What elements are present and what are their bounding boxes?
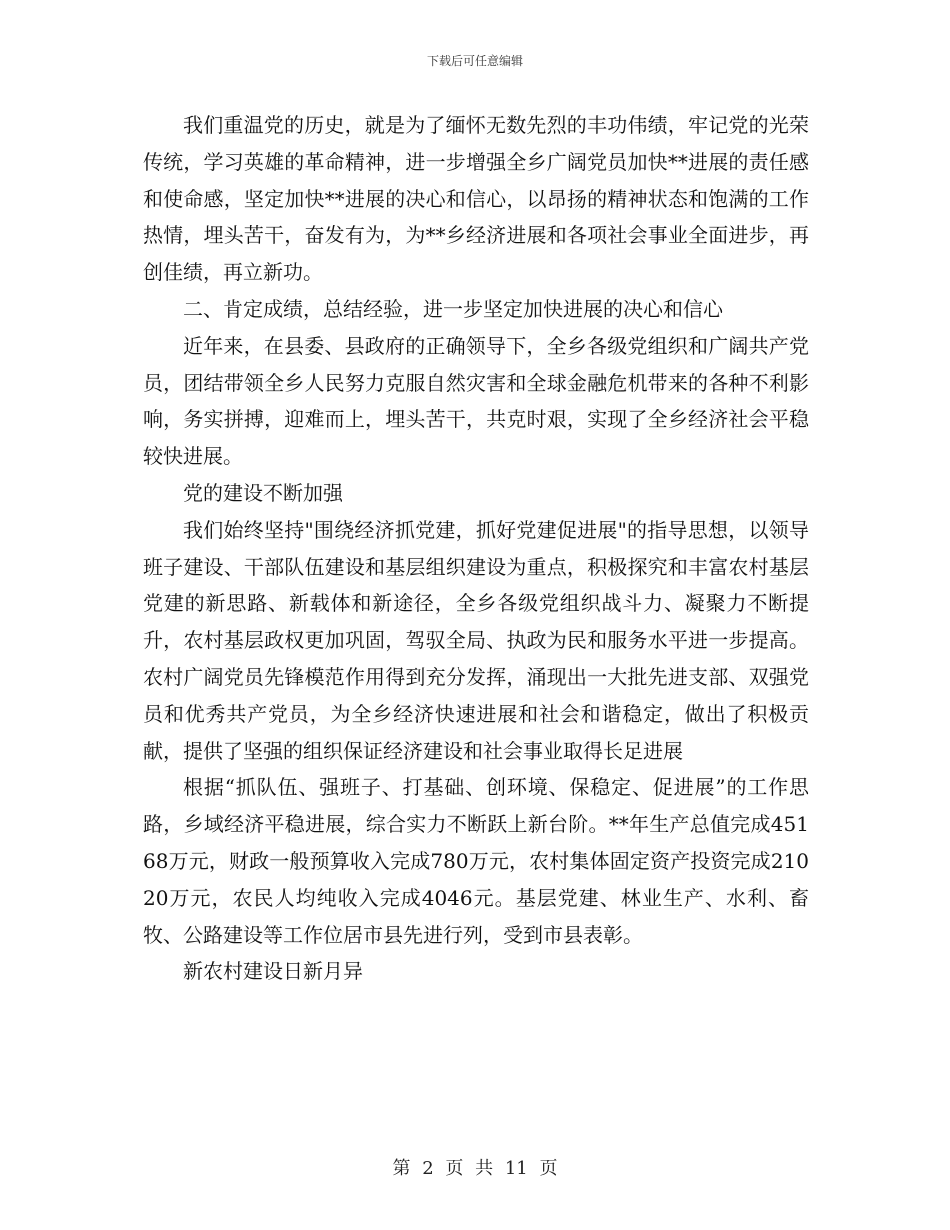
subheading-new-countryside: 新农村建设日新月异: [183, 959, 363, 984]
paragraph-party-building: 我们始终坚持"围绕经济抓党建，抓好党建促进展"的指导思想，以领导班子建设、干部队伍建设和基层组织建设为重点，积极探究和丰富农村基层党建的新思路、新载体和新途径，全乡各级党组织战斗力、凝聚力不断提升，农村基层政权更加巩固，驾驭全局、执政为民和服务水平进一步提高。农村广阔党员先锋模范作用得到充分发挥，涌现出一大批先进支部、双强党员和优秀共产党员，为全乡经济快速进展和社会和谐稳定，做出了积极贡献，提供了坚强的组织保证经济建设和社会事业取得长足进展: [143, 517, 809, 763]
paragraph-recent-years: 近年来，在县委、县政府的正确领导下，全乡各级党组织和广阔共产党员，团结带领全乡人民努力克服自然灾害和全球金融危机带来的各种不利影响，务实拼搏，迎难而上，埋头苦干，共克时艰，实现了全乡经济社会平稳较快进展。: [143, 333, 809, 469]
paragraph-intro: 我们重温党的历史，就是为了缅怀无数先烈的丰功伟绩，牢记党的光荣传统，学习英雄的革命精神，进一步增强全乡广阔党员加快**进展的责任感和使命感，坚定加快**进展的决心和信心，以昂扬的精神状态和饱满的工作热情，埋头苦干，奋发有为，为**乡经济进展和各项社会事业全面进步，再创佳绩，再立新功。: [143, 113, 809, 285]
paragraph-economy: 根据“抓队伍、强班子、打基础、创环境、保稳定、促进展”的工作思路，乡域经济平稳进展，综合实力不断跃上新台阶。**年生产总值完成45168万元，财政一般预算收入完成780万元，农村集体固定资产投资完成21020万元，农民人均纯收入完成4046元。基层党建、林业生产、水利、畜牧、公路建设等工作位居市县先进行列，受到市县表彰。: [143, 775, 809, 947]
subheading-party-building: 党的建设不断加强: [183, 480, 343, 505]
section-heading-two: 二、肯定成绩，总结经验，进一步坚定加快进展的决心和信心: [183, 296, 723, 321]
page-number-footer: 第 2 页 共 11 页: [392, 1158, 558, 1179]
page-header: 下载后可任意编辑: [426, 54, 523, 68]
document-body: [143, 107, 809, 990]
